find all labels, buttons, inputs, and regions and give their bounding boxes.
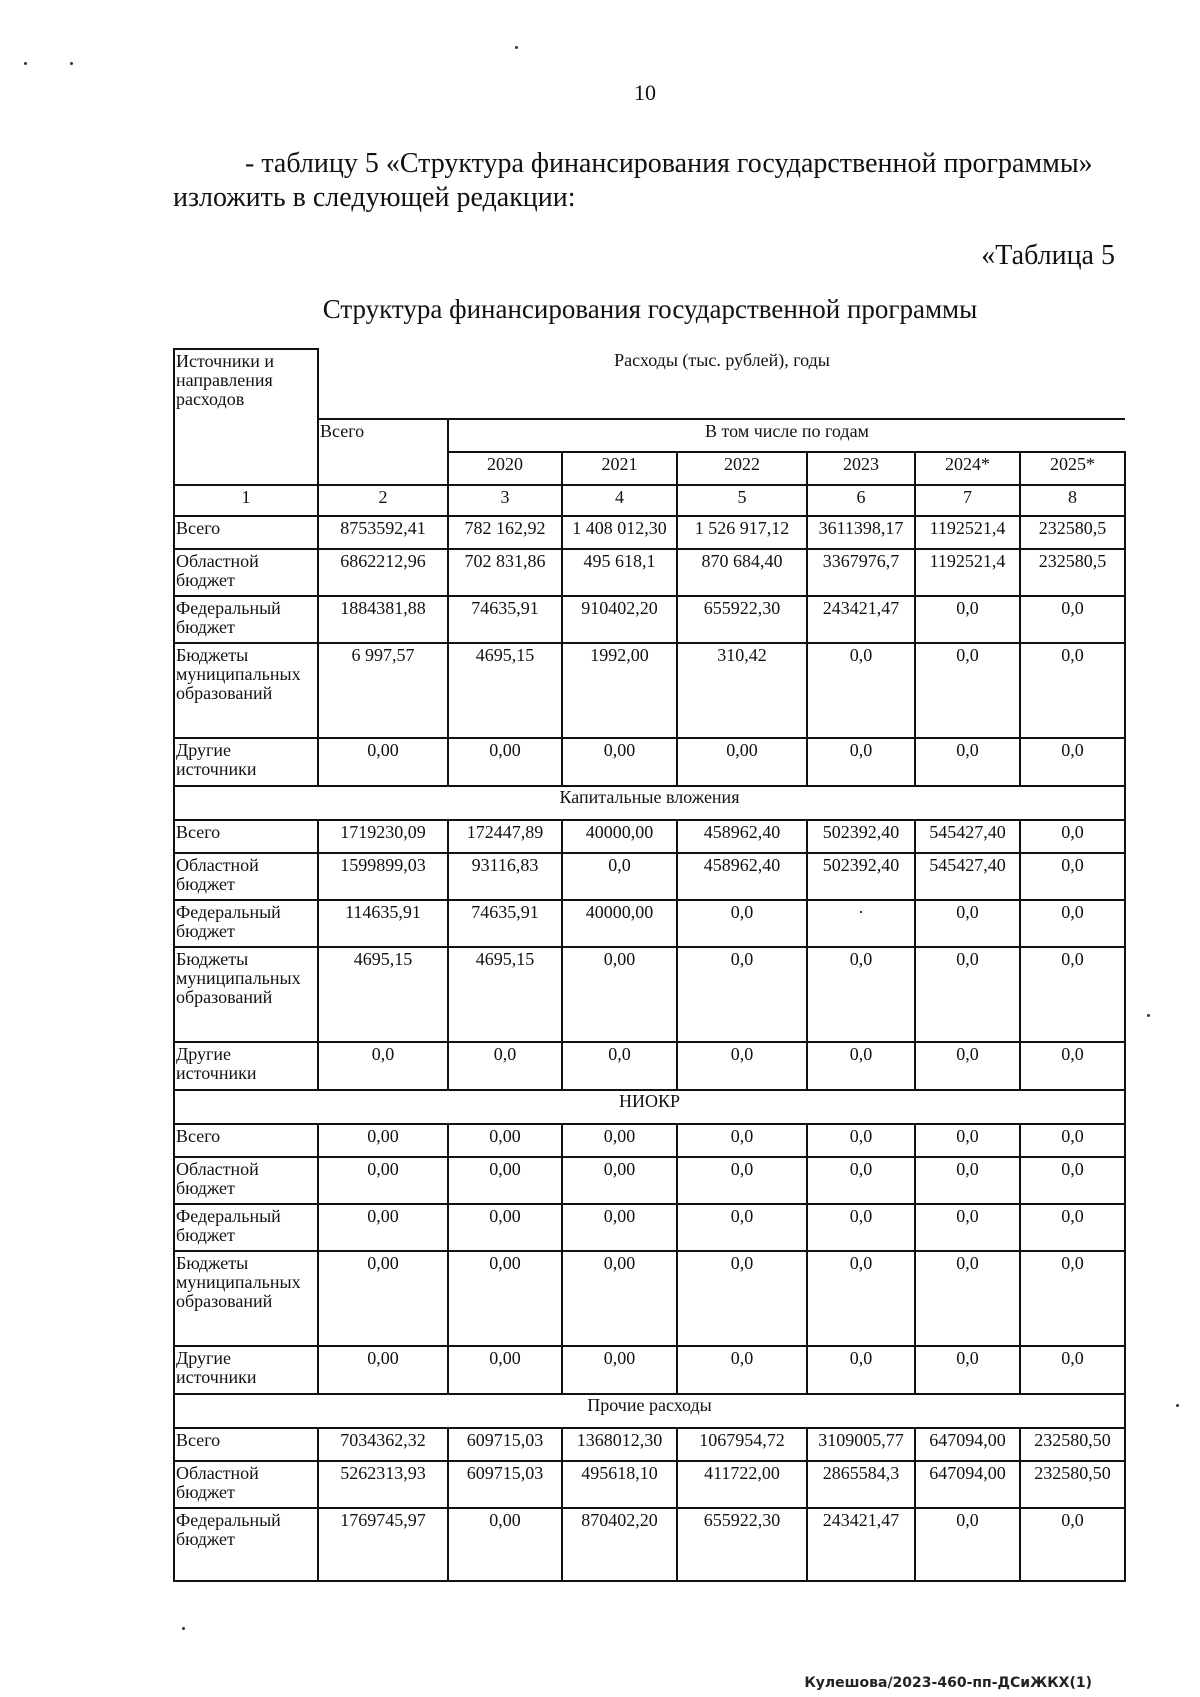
table-row bbox=[174, 1346, 1125, 1394]
table-row bbox=[174, 1461, 1125, 1508]
value-cell: 0,00 bbox=[677, 738, 807, 786]
value-cell: 0,0 bbox=[807, 947, 915, 1043]
value-cell: 0,0 bbox=[1020, 643, 1125, 739]
value-cell: 0,0 bbox=[915, 1157, 1020, 1204]
scan-speck bbox=[24, 62, 27, 65]
table-row bbox=[174, 820, 1125, 853]
value-cell: 0,0 bbox=[677, 1251, 807, 1347]
table-body bbox=[174, 349, 1125, 1581]
value-cell: 647094,00 bbox=[915, 1428, 1020, 1461]
value-cell: 0,0 bbox=[915, 1346, 1020, 1394]
value-cell: 114635,91 bbox=[318, 900, 448, 947]
value-cell: 0,0 bbox=[807, 1157, 915, 1204]
column-number: 2 bbox=[318, 485, 448, 515]
value-cell: 0,0 bbox=[807, 738, 915, 786]
header-by-years: В том числе по годам bbox=[448, 419, 1125, 452]
value-cell: 910402,20 bbox=[562, 596, 677, 643]
section-row bbox=[174, 786, 1125, 819]
value-cell: 172447,89 bbox=[448, 820, 562, 853]
value-cell: 0,00 bbox=[318, 1124, 448, 1157]
table-row bbox=[174, 1251, 1125, 1347]
value-cell: 0,0 bbox=[915, 900, 1020, 947]
column-number: 3 bbox=[448, 485, 562, 515]
row-label: Другие источники bbox=[174, 1042, 318, 1090]
value-cell: 1884381,88 bbox=[318, 596, 448, 643]
value-cell: 0,0 bbox=[807, 1251, 915, 1347]
row-label: Всего bbox=[174, 820, 318, 853]
value-cell: 232580,50 bbox=[1020, 1461, 1125, 1508]
value-cell: 0,00 bbox=[318, 1346, 448, 1394]
row-label: Бюджеты муниципальных образований bbox=[174, 947, 318, 1043]
table-row bbox=[174, 1124, 1125, 1157]
value-cell: 2865584,3 bbox=[807, 1461, 915, 1508]
value-cell: 243421,47 bbox=[807, 596, 915, 643]
value-cell: 40000,00 bbox=[562, 900, 677, 947]
value-cell: 0,0 bbox=[677, 1346, 807, 1394]
value-cell: 0,0 bbox=[1020, 1124, 1125, 1157]
value-cell: 0,00 bbox=[448, 1251, 562, 1347]
value-cell: 702 831,86 bbox=[448, 549, 562, 596]
table-label: «Таблица 5 bbox=[981, 240, 1115, 271]
value-cell: 0,0 bbox=[1020, 1251, 1125, 1347]
value-cell: 0,0 bbox=[807, 1204, 915, 1251]
value-cell: 0,0 bbox=[1020, 947, 1125, 1043]
value-cell: 458962,40 bbox=[677, 853, 807, 900]
value-cell: 1192521,4 bbox=[915, 516, 1020, 549]
value-cell: 0,00 bbox=[562, 1204, 677, 1251]
value-cell: 0,00 bbox=[448, 1204, 562, 1251]
value-cell: 74635,91 bbox=[448, 596, 562, 643]
document-footer: Кулешова/2023-460-пп-ДСиЖКХ(1) bbox=[804, 1675, 1092, 1691]
value-cell: 655922,30 bbox=[677, 1508, 807, 1581]
value-cell: 0,0 bbox=[318, 1042, 448, 1090]
column-number: 4 bbox=[562, 485, 677, 515]
row-label: Бюджеты муниципальных образований bbox=[174, 643, 318, 739]
value-cell: 3367976,7 bbox=[807, 549, 915, 596]
value-cell: 0,0 bbox=[1020, 1346, 1125, 1394]
header-year: 2023 bbox=[807, 452, 915, 485]
row-label: Другие источники bbox=[174, 738, 318, 786]
section-row bbox=[174, 1090, 1125, 1123]
value-cell: 0,0 bbox=[1020, 1204, 1125, 1251]
value-cell: 1 408 012,30 bbox=[562, 516, 677, 549]
value-cell: 458962,40 bbox=[677, 820, 807, 853]
value-cell: 870 684,40 bbox=[677, 549, 807, 596]
row-label: Всего bbox=[174, 1124, 318, 1157]
value-cell: 0,0 bbox=[915, 738, 1020, 786]
value-cell: 1368012,30 bbox=[562, 1428, 677, 1461]
value-cell: 74635,91 bbox=[448, 900, 562, 947]
value-cell: 0,0 bbox=[1020, 1042, 1125, 1090]
value-cell: 1599899,03 bbox=[318, 853, 448, 900]
header-year: 2024* bbox=[915, 452, 1020, 485]
value-cell: 0,0 bbox=[677, 900, 807, 947]
header-year: 2025* bbox=[1020, 452, 1125, 485]
value-cell: 1992,00 bbox=[562, 643, 677, 739]
value-cell: 0,0 bbox=[915, 643, 1020, 739]
table-row bbox=[174, 1428, 1125, 1461]
value-cell: 0,0 bbox=[807, 1042, 915, 1090]
value-cell: 0,0 bbox=[915, 1042, 1020, 1090]
column-number: 5 bbox=[677, 485, 807, 515]
value-cell: 0,0 bbox=[677, 947, 807, 1043]
value-cell: 1 526 917,12 bbox=[677, 516, 807, 549]
value-cell: 0,0 bbox=[807, 1124, 915, 1157]
value-cell: 8753592,41 bbox=[318, 516, 448, 549]
value-cell: 7034362,32 bbox=[318, 1428, 448, 1461]
value-cell: 495618,10 bbox=[562, 1461, 677, 1508]
value-cell: 0,0 bbox=[807, 1346, 915, 1394]
value-cell: 0,0 bbox=[915, 1508, 1020, 1581]
header-total: Всего bbox=[318, 419, 448, 486]
header-expenses: Расходы (тыс. рублей), годы bbox=[318, 349, 1125, 419]
row-label: Областной бюджет bbox=[174, 549, 318, 596]
value-cell: 0,0 bbox=[1020, 596, 1125, 643]
value-cell: 545427,40 bbox=[915, 853, 1020, 900]
value-cell: 4695,15 bbox=[318, 947, 448, 1043]
header-year: 2021 bbox=[562, 452, 677, 485]
section-row bbox=[174, 1394, 1125, 1427]
value-cell: 93116,83 bbox=[448, 853, 562, 900]
row-label: Бюджеты муниципальных образований bbox=[174, 1251, 318, 1347]
value-cell: 0,00 bbox=[448, 738, 562, 786]
scan-speck bbox=[70, 62, 73, 65]
value-cell: 1192521,4 bbox=[915, 549, 1020, 596]
table-row bbox=[174, 1157, 1125, 1204]
row-label: Областной бюджет bbox=[174, 1157, 318, 1204]
scan-speck bbox=[1176, 1404, 1179, 1407]
value-cell: 0,00 bbox=[562, 947, 677, 1043]
value-cell: 0,0 bbox=[562, 1042, 677, 1090]
value-cell: 0,0 bbox=[1020, 1508, 1125, 1581]
value-cell: 232580,50 bbox=[1020, 1428, 1125, 1461]
table-title: Структура финансирования государственной программы bbox=[322, 294, 978, 324]
column-numbers-row bbox=[174, 485, 1125, 515]
row-label: Федеральный бюджет bbox=[174, 596, 318, 643]
table-row bbox=[174, 643, 1125, 739]
value-cell: 0,0 bbox=[915, 1204, 1020, 1251]
header-row-1 bbox=[174, 349, 1125, 419]
table-row bbox=[174, 1042, 1125, 1090]
value-cell: 495 618,1 bbox=[562, 549, 677, 596]
section-title: Капитальные вложения bbox=[174, 786, 1125, 819]
value-cell: 232580,5 bbox=[1020, 516, 1125, 549]
value-cell: 0,00 bbox=[562, 1251, 677, 1347]
value-cell: 1067954,72 bbox=[677, 1428, 807, 1461]
value-cell: 310,42 bbox=[677, 643, 807, 739]
value-cell: 0,00 bbox=[448, 1157, 562, 1204]
value-cell: 545427,40 bbox=[915, 820, 1020, 853]
value-cell: 0,00 bbox=[562, 1157, 677, 1204]
value-cell: 0,0 bbox=[1020, 738, 1125, 786]
value-cell: 0,00 bbox=[318, 1204, 448, 1251]
value-cell: 0,00 bbox=[318, 1157, 448, 1204]
scan-speck bbox=[515, 46, 518, 49]
table-row bbox=[174, 516, 1125, 549]
instruction-line-2: изложить в следующей редакции: bbox=[173, 182, 576, 213]
value-cell: 0,00 bbox=[318, 1251, 448, 1347]
value-cell: 0,0 bbox=[915, 947, 1020, 1043]
value-cell: 411722,00 bbox=[677, 1461, 807, 1508]
value-cell: 502392,40 bbox=[807, 853, 915, 900]
value-cell: 609715,03 bbox=[448, 1428, 562, 1461]
value-cell: 0,00 bbox=[448, 1508, 562, 1581]
value-cell: 243421,47 bbox=[807, 1508, 915, 1581]
row-label: Федеральный бюджет bbox=[174, 1204, 318, 1251]
row-label: Областной бюджет bbox=[174, 853, 318, 900]
financing-table bbox=[173, 348, 1126, 1582]
value-cell: 870402,20 bbox=[562, 1508, 677, 1581]
value-cell: 4695,15 bbox=[448, 643, 562, 739]
scan-speck bbox=[1147, 1014, 1150, 1017]
value-cell: 3109005,77 bbox=[807, 1428, 915, 1461]
value-cell: 502392,40 bbox=[807, 820, 915, 853]
value-cell: 0,00 bbox=[448, 1124, 562, 1157]
value-cell: 0,0 bbox=[1020, 820, 1125, 853]
header-year: 2020 bbox=[448, 452, 562, 485]
table-row bbox=[174, 738, 1125, 786]
value-cell: 5262313,93 bbox=[318, 1461, 448, 1508]
value-cell: 6862212,96 bbox=[318, 549, 448, 596]
value-cell: 40000,00 bbox=[562, 820, 677, 853]
value-cell: 0,0 bbox=[1020, 1157, 1125, 1204]
value-cell: 609715,03 bbox=[448, 1461, 562, 1508]
column-number: 1 bbox=[174, 485, 318, 515]
row-label: Всего bbox=[174, 516, 318, 549]
column-number: 8 bbox=[1020, 485, 1125, 515]
value-cell: 0,0 bbox=[677, 1042, 807, 1090]
table-row bbox=[174, 596, 1125, 643]
table-row bbox=[174, 549, 1125, 596]
value-cell: 0,0 bbox=[677, 1204, 807, 1251]
page-number: 10 bbox=[634, 80, 656, 105]
table-row bbox=[174, 853, 1125, 900]
header-year: 2022 bbox=[677, 452, 807, 485]
row-label: Всего bbox=[174, 1428, 318, 1461]
row-label: Областной бюджет bbox=[174, 1461, 318, 1508]
table-row bbox=[174, 947, 1125, 1043]
header-source-column: Источники и направления расходов bbox=[174, 349, 318, 485]
value-cell: · bbox=[807, 900, 915, 947]
instruction-line-1: - таблицу 5 «Структура финансирования государственной программы» bbox=[245, 148, 1093, 179]
value-cell: 0,0 bbox=[677, 1124, 807, 1157]
section-title: НИОКР bbox=[174, 1090, 1125, 1123]
instruction-text bbox=[173, 147, 1133, 215]
value-cell: 0,0 bbox=[915, 1251, 1020, 1347]
column-number: 6 bbox=[807, 485, 915, 515]
section-title: Прочие расходы bbox=[174, 1394, 1125, 1427]
table-row bbox=[174, 900, 1125, 947]
value-cell: 0,0 bbox=[677, 1157, 807, 1204]
row-label: Федеральный бюджет bbox=[174, 900, 318, 947]
value-cell: 232580,5 bbox=[1020, 549, 1125, 596]
table-row bbox=[174, 1508, 1125, 1581]
value-cell: 0,0 bbox=[915, 1124, 1020, 1157]
value-cell: 0,00 bbox=[318, 738, 448, 786]
value-cell: 0,00 bbox=[562, 1346, 677, 1394]
value-cell: 0,0 bbox=[1020, 853, 1125, 900]
value-cell: 0,00 bbox=[562, 1124, 677, 1157]
column-number: 7 bbox=[915, 485, 1020, 515]
value-cell: 1769745,97 bbox=[318, 1508, 448, 1581]
scan-speck bbox=[182, 1627, 185, 1630]
value-cell: 0,0 bbox=[448, 1042, 562, 1090]
value-cell: 1719230,09 bbox=[318, 820, 448, 853]
value-cell: 0,0 bbox=[807, 643, 915, 739]
value-cell: 6 997,57 bbox=[318, 643, 448, 739]
value-cell: 0,0 bbox=[562, 853, 677, 900]
value-cell: 647094,00 bbox=[915, 1461, 1020, 1508]
value-cell: 655922,30 bbox=[677, 596, 807, 643]
table-row bbox=[174, 1204, 1125, 1251]
value-cell: 0,0 bbox=[1020, 900, 1125, 947]
value-cell: 4695,15 bbox=[448, 947, 562, 1043]
value-cell: 0,00 bbox=[448, 1346, 562, 1394]
value-cell: 0,00 bbox=[562, 738, 677, 786]
value-cell: 0,0 bbox=[915, 596, 1020, 643]
row-label: Федеральный бюджет bbox=[174, 1508, 318, 1581]
value-cell: 3611398,17 bbox=[807, 516, 915, 549]
value-cell: 782 162,92 bbox=[448, 516, 562, 549]
row-label: Другие источники bbox=[174, 1346, 318, 1394]
